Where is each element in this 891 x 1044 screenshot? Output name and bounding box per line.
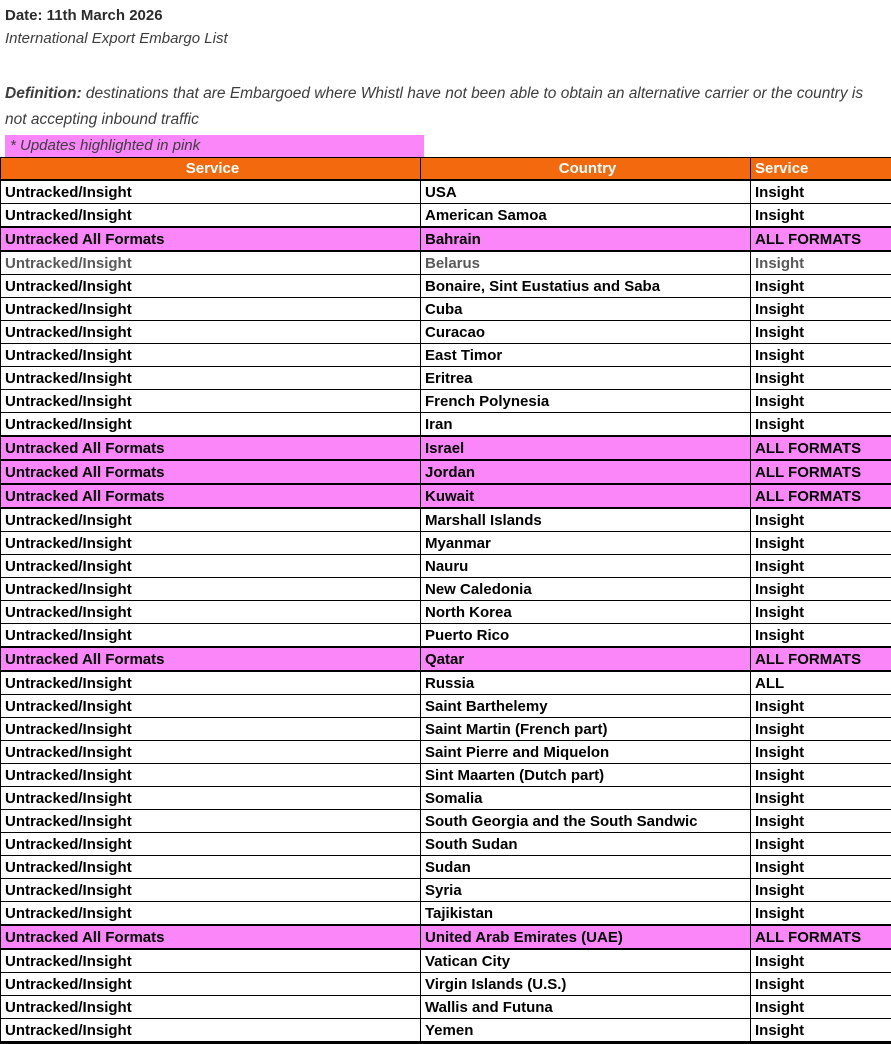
service2-cell: Insight xyxy=(751,555,891,578)
table-row xyxy=(1,973,891,996)
table-row xyxy=(1,413,891,437)
table-header-row xyxy=(1,158,891,181)
service-cell: Untracked/Insight xyxy=(1,764,421,787)
table-body xyxy=(1,180,891,1043)
service-cell: Untracked/Insight xyxy=(1,671,421,695)
table-row xyxy=(1,532,891,555)
service-cell: Untracked All Formats xyxy=(1,925,421,949)
service-cell: Untracked/Insight xyxy=(1,856,421,879)
column-header-country: Country xyxy=(421,158,751,181)
table-row xyxy=(1,718,891,741)
service-cell: Untracked/Insight xyxy=(1,787,421,810)
country-cell: Israel xyxy=(421,436,751,460)
table-row xyxy=(1,298,891,321)
country-cell: Yemen xyxy=(421,1019,751,1043)
table-row xyxy=(1,484,891,508)
service2-cell: Insight xyxy=(751,344,891,367)
table-row xyxy=(1,344,891,367)
service-cell: Untracked/Insight xyxy=(1,275,421,298)
table-row xyxy=(1,601,891,624)
country-cell: Syria xyxy=(421,879,751,902)
country-cell: American Samoa xyxy=(421,204,751,228)
service-cell: Untracked All Formats xyxy=(1,227,421,251)
service2-cell: Insight xyxy=(751,204,891,228)
table-row xyxy=(1,996,891,1019)
service-cell: Untracked/Insight xyxy=(1,298,421,321)
table-row xyxy=(1,949,891,973)
country-cell: Saint Barthelemy xyxy=(421,695,751,718)
country-cell: USA xyxy=(421,180,751,204)
country-cell: Saint Martin (French part) xyxy=(421,718,751,741)
table-row xyxy=(1,578,891,601)
service2-cell: Insight xyxy=(751,741,891,764)
service2-cell: Insight xyxy=(751,180,891,204)
service-cell: Untracked/Insight xyxy=(1,251,421,275)
table-row xyxy=(1,1019,891,1043)
country-cell: Cuba xyxy=(421,298,751,321)
table-row xyxy=(1,810,891,833)
country-cell: Vatican City xyxy=(421,949,751,973)
service2-cell: Insight xyxy=(751,390,891,413)
country-cell: Marshall Islands xyxy=(421,508,751,532)
country-cell: New Caledonia xyxy=(421,578,751,601)
service-cell: Untracked/Insight xyxy=(1,321,421,344)
service2-cell: Insight xyxy=(751,718,891,741)
country-cell: Jordan xyxy=(421,460,751,484)
country-cell: Sudan xyxy=(421,856,751,879)
service-cell: Untracked/Insight xyxy=(1,879,421,902)
service-cell: Untracked/Insight xyxy=(1,413,421,437)
country-cell: Kuwait xyxy=(421,484,751,508)
service2-cell: Insight xyxy=(751,275,891,298)
country-cell: Russia xyxy=(421,671,751,695)
updates-note: * Updates highlighted in pink xyxy=(5,135,424,157)
table-row xyxy=(1,275,891,298)
service2-cell: Insight xyxy=(751,532,891,555)
embargo-table xyxy=(0,157,891,1044)
country-cell: Nauru xyxy=(421,555,751,578)
service2-cell: Insight xyxy=(751,949,891,973)
service2-cell: Insight xyxy=(751,695,891,718)
country-cell: Puerto Rico xyxy=(421,624,751,648)
service-cell: Untracked/Insight xyxy=(1,204,421,228)
table-row xyxy=(1,695,891,718)
column-header-service: Service xyxy=(1,158,421,181)
table-row xyxy=(1,764,891,787)
column-header-service-2: Service xyxy=(751,158,891,181)
country-cell: Virgin Islands (U.S.) xyxy=(421,973,751,996)
service-cell: Untracked/Insight xyxy=(1,996,421,1019)
country-cell: Somalia xyxy=(421,787,751,810)
country-cell: Wallis and Futuna xyxy=(421,996,751,1019)
service2-cell: ALL xyxy=(751,671,891,695)
country-cell: French Polynesia xyxy=(421,390,751,413)
table-row xyxy=(1,460,891,484)
table-row xyxy=(1,321,891,344)
table-row xyxy=(1,647,891,671)
country-cell: Belarus xyxy=(421,251,751,275)
country-cell: Qatar xyxy=(421,647,751,671)
service2-cell: Insight xyxy=(751,810,891,833)
table-row xyxy=(1,180,891,204)
service2-cell: Insight xyxy=(751,251,891,275)
table-row xyxy=(1,787,891,810)
service-cell: Untracked/Insight xyxy=(1,624,421,648)
service2-cell: Insight xyxy=(751,601,891,624)
table-row xyxy=(1,624,891,648)
service2-cell: Insight xyxy=(751,764,891,787)
service-cell: Untracked/Insight xyxy=(1,344,421,367)
country-cell: Curacao xyxy=(421,321,751,344)
country-cell: Bonaire, Sint Eustatius and Saba xyxy=(421,275,751,298)
country-cell: Bahrain xyxy=(421,227,751,251)
service2-cell: Insight xyxy=(751,321,891,344)
service-cell: Untracked/Insight xyxy=(1,601,421,624)
date-line: Date: 11th March 2026 xyxy=(5,4,885,27)
country-cell: Iran xyxy=(421,413,751,437)
country-cell: Eritrea xyxy=(421,367,751,390)
table-row xyxy=(1,251,891,275)
table-row xyxy=(1,436,891,460)
service-cell: Untracked/Insight xyxy=(1,555,421,578)
table-row xyxy=(1,390,891,413)
service-cell: Untracked/Insight xyxy=(1,902,421,926)
service2-cell: Insight xyxy=(751,298,891,321)
service2-cell: Insight xyxy=(751,879,891,902)
country-cell: North Korea xyxy=(421,601,751,624)
table-row xyxy=(1,856,891,879)
document-title: International Export Embargo List xyxy=(5,27,885,50)
service-cell: Untracked/Insight xyxy=(1,949,421,973)
service2-cell: ALL FORMATS xyxy=(751,436,891,460)
service2-cell: Insight xyxy=(751,856,891,879)
table-row xyxy=(1,833,891,856)
service-cell: Untracked/Insight xyxy=(1,718,421,741)
service2-cell: Insight xyxy=(751,578,891,601)
service-cell: Untracked/Insight xyxy=(1,508,421,532)
service2-cell: Insight xyxy=(751,624,891,648)
country-cell: East Timor xyxy=(421,344,751,367)
service-cell: Untracked/Insight xyxy=(1,973,421,996)
service2-cell: Insight xyxy=(751,902,891,926)
table-row xyxy=(1,879,891,902)
service-cell: Untracked/Insight xyxy=(1,695,421,718)
table-row xyxy=(1,204,891,228)
service2-cell: ALL FORMATS xyxy=(751,647,891,671)
service-cell: Untracked/Insight xyxy=(1,810,421,833)
service-cell: Untracked/Insight xyxy=(1,741,421,764)
country-cell: Saint Pierre and Miquelon xyxy=(421,741,751,764)
table-row xyxy=(1,671,891,695)
spacer xyxy=(5,50,885,81)
table-row xyxy=(1,741,891,764)
service2-cell: ALL FORMATS xyxy=(751,227,891,251)
service2-cell: ALL FORMATS xyxy=(751,484,891,508)
service2-cell: Insight xyxy=(751,367,891,390)
service2-cell: Insight xyxy=(751,508,891,532)
definition-label: Definition: xyxy=(5,85,82,102)
country-cell: South Georgia and the South Sandwic xyxy=(421,810,751,833)
table-row xyxy=(1,508,891,532)
country-cell: Tajikistan xyxy=(421,902,751,926)
table-row xyxy=(1,367,891,390)
service-cell: Untracked All Formats xyxy=(1,484,421,508)
service2-cell: ALL FORMATS xyxy=(751,460,891,484)
table-row xyxy=(1,555,891,578)
service-cell: Untracked/Insight xyxy=(1,532,421,555)
country-cell: Sint Maarten (Dutch part) xyxy=(421,764,751,787)
country-cell: Myanmar xyxy=(421,532,751,555)
service-cell: Untracked/Insight xyxy=(1,367,421,390)
service2-cell: Insight xyxy=(751,787,891,810)
definition-paragraph xyxy=(5,81,885,133)
table-row xyxy=(1,925,891,949)
service-cell: Untracked/Insight xyxy=(1,390,421,413)
document-header xyxy=(0,0,891,157)
definition-text: destinations that are Embargoed where Whistl have not been able to obtain an alternative carrier or the country is not accepting inbound traffic xyxy=(5,85,863,128)
service2-cell: ALL FORMATS xyxy=(751,925,891,949)
service-cell: Untracked All Formats xyxy=(1,436,421,460)
service-cell: Untracked/Insight xyxy=(1,578,421,601)
service-cell: Untracked All Formats xyxy=(1,460,421,484)
table-row xyxy=(1,227,891,251)
service-cell: Untracked/Insight xyxy=(1,1019,421,1043)
service-cell: Untracked/Insight xyxy=(1,180,421,204)
service2-cell: Insight xyxy=(751,996,891,1019)
table-row xyxy=(1,902,891,926)
country-cell: United Arab Emirates (UAE) xyxy=(421,925,751,949)
country-cell: South Sudan xyxy=(421,833,751,856)
service2-cell: Insight xyxy=(751,413,891,437)
service2-cell: Insight xyxy=(751,973,891,996)
service2-cell: Insight xyxy=(751,833,891,856)
service-cell: Untracked/Insight xyxy=(1,833,421,856)
service-cell: Untracked All Formats xyxy=(1,647,421,671)
service2-cell: Insight xyxy=(751,1019,891,1043)
